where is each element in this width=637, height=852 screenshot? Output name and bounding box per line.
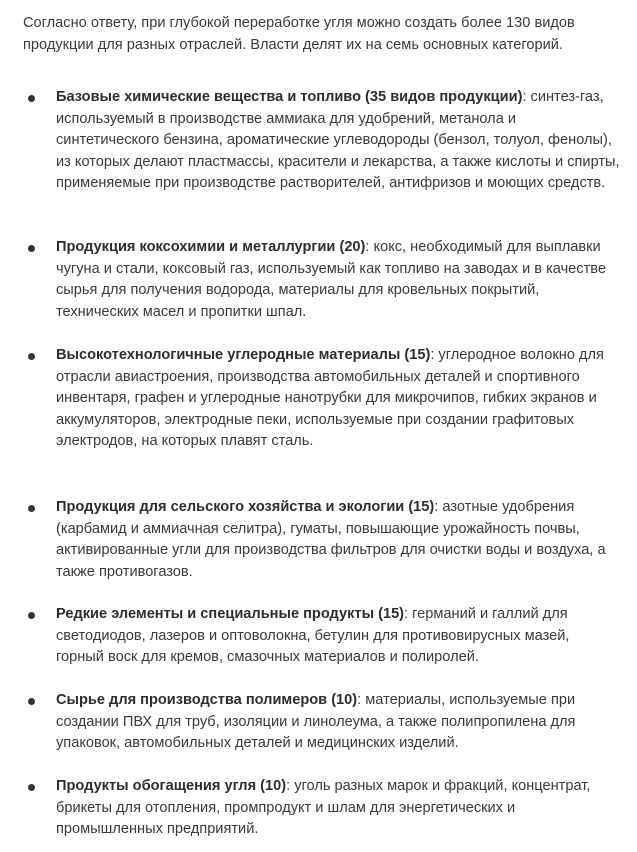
list-item-text	[56, 776, 621, 841]
list-item-title: Продукция для сельского хозяйства и экологии (15)	[56, 499, 435, 515]
bullet-icon	[28, 95, 35, 102]
list-item-text	[56, 497, 621, 583]
list-item-text	[56, 87, 621, 195]
bullet-icon	[28, 245, 35, 252]
list-item-description: : германий и галлий для светодиодов, лазеров и оптоволокна, бетулин для противовирусных мазей, горный воск для кремов, смазочных материалов и полиролей.	[56, 606, 570, 665]
list-item-title: Базовые химические вещества и топливо (35 видов продукции)	[56, 89, 523, 105]
bullet-icon	[28, 784, 35, 791]
list-item-text	[56, 345, 621, 453]
list-item-title: Продукция коксохимии и металлургии (20)	[56, 239, 366, 255]
bullet-icon	[28, 612, 35, 619]
list-item-description: : кокс, необходимый для выплавки чугуна и стали, коксовый газ, используемый как топливо на заводах и в качестве сырья для получения водорода, материалы для кровельных покрытий, технических масел и пропитки шпал.	[56, 239, 606, 320]
list-item-description: : материалы, используемые при создании ПВХ для труб, изоляции и линолеума, а также полипропилена для упаковок, автомобильных деталей и медицинских изделий.	[56, 692, 576, 751]
bullet-icon	[28, 353, 35, 360]
intro-paragraph: Согласно ответу, при глубокой переработке угля можно создать более 130 видов продукции для разных отраслей. Власти делят их на семь основных категорий.	[23, 15, 575, 53]
list-item-title: Высокотехнологичные углеродные материалы (15)	[56, 347, 431, 363]
list-item-description: : уголь разных марок и фракций, концентрат, брикеты для отопления, промпродукт и шлам для энергетических и промышленных предприятий.	[56, 778, 591, 837]
list-item-title: Сырье для производства полимеров (10)	[56, 692, 358, 708]
list-item-title: Редкие элементы и специальные продукты (15)	[56, 606, 405, 622]
list-item-description: : углеродное волокно для отрасли авиастроения, производства автомобильных деталей и спортивного инвентаря, графен и углеродные нанотрубки для микрочипов, гибких экранов и аккумуляторов, электродные пеки, используемые при создании графитовых электродов, на которых плавят сталь.	[56, 347, 604, 449]
list-item-text	[56, 604, 621, 669]
list-item-text	[56, 237, 621, 323]
bullet-icon	[28, 505, 35, 512]
list-item-title: Продукты обогащения угля (10)	[56, 778, 287, 794]
list-item-description: : синтез-газ, используемый в производстве аммиака для удобрений, метанола и синтетического бензина, ароматические углеводороды (бензол, толуол, фенолы), из которых делают пластмассы, красители и лекарства, а также кислоты и спирты, применяемые при производстве растворителей, антифризов и моющих средств.	[56, 89, 620, 191]
list-item-description: : азотные удобрения (карбамид и аммиачная селитра), гуматы, повышающие урожайность почвы, активированные угли для производства фильтров для очистки воды и воздуха, а также противогазов.	[56, 499, 606, 580]
list-item-text	[56, 690, 621, 755]
bullet-icon	[28, 698, 35, 705]
